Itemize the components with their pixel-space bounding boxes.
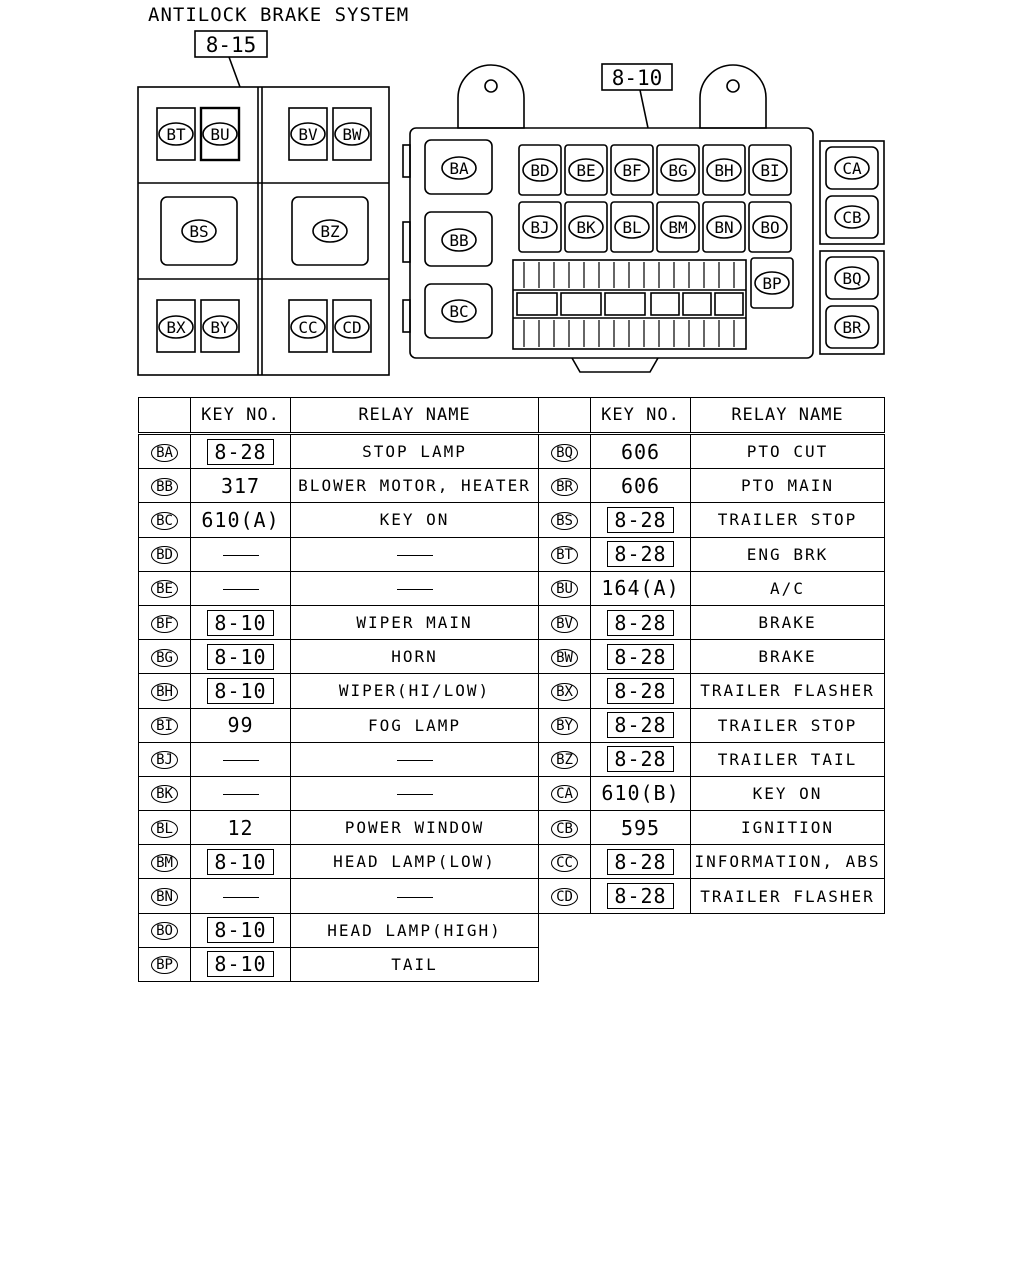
connector-id-badge: BE bbox=[151, 580, 178, 598]
table-row bbox=[139, 674, 885, 708]
empty-dash bbox=[223, 760, 259, 761]
connector-id-badge: BV bbox=[551, 615, 578, 633]
empty-dash bbox=[397, 760, 433, 761]
empty-dash bbox=[397, 555, 433, 556]
connector-id-badge: BL bbox=[151, 820, 178, 838]
connector-label: BY bbox=[210, 318, 230, 337]
connector-bd bbox=[523, 159, 557, 181]
key-number: 12 bbox=[227, 815, 254, 840]
connector-id-badge: BH bbox=[151, 683, 178, 701]
right-relay-name-cell bbox=[691, 434, 885, 469]
connector-id-badge: CA bbox=[551, 785, 578, 803]
connector-bl bbox=[615, 216, 649, 238]
connector-ca bbox=[835, 157, 869, 179]
left-key-cell bbox=[191, 913, 291, 947]
main-leader-line bbox=[640, 90, 648, 128]
left-relay-name-cell bbox=[291, 640, 539, 674]
relay-name: STOP LAMP bbox=[362, 442, 467, 462]
relay-name: TRAILER FLASHER bbox=[700, 886, 875, 906]
key-number: 8-28 bbox=[607, 541, 673, 567]
right-empty-cell bbox=[591, 947, 691, 981]
table-row bbox=[139, 913, 885, 947]
left-name-header: RELAY NAME bbox=[291, 398, 539, 434]
connector-id-badge: BM bbox=[151, 854, 178, 872]
relay-name: HORN bbox=[391, 647, 438, 667]
table-row bbox=[139, 469, 885, 503]
key-number: 99 bbox=[227, 713, 254, 738]
table-row bbox=[139, 434, 885, 469]
connector-label: BF bbox=[622, 161, 642, 180]
key-number: 8-28 bbox=[607, 644, 673, 670]
right-connector-cell bbox=[539, 503, 591, 537]
connector-label: BA bbox=[449, 159, 469, 178]
left-key-cell bbox=[191, 845, 291, 879]
left-connector-cell bbox=[139, 776, 191, 810]
left-relay-name-cell bbox=[291, 434, 539, 469]
connector-bb bbox=[442, 229, 476, 251]
relay-name: TRAILER STOP bbox=[717, 510, 858, 530]
connector-bw bbox=[335, 123, 369, 145]
connector-label: BI bbox=[760, 161, 780, 180]
right-key-header: KEY NO. bbox=[591, 398, 691, 434]
connector-label: BE bbox=[576, 161, 596, 180]
key-number: 164(A) bbox=[601, 576, 680, 601]
relay-name: TRAILER TAIL bbox=[717, 749, 858, 769]
left-connector-cell bbox=[139, 811, 191, 845]
key-number: 610(B) bbox=[601, 781, 680, 806]
left-connector-cell bbox=[139, 434, 191, 469]
left-connector-cell bbox=[139, 537, 191, 571]
key-number: 317 bbox=[220, 473, 261, 498]
connector-cc bbox=[291, 316, 325, 338]
right-empty-cell bbox=[539, 947, 591, 981]
left-connector-cell bbox=[139, 913, 191, 947]
connector-id-badge: BG bbox=[151, 649, 178, 667]
right-connector-cell bbox=[539, 571, 591, 605]
left-connector-cell bbox=[139, 845, 191, 879]
connector-id-badge: BQ bbox=[551, 444, 578, 462]
left-id-header bbox=[139, 398, 191, 434]
connector-id-badge: BR bbox=[551, 478, 578, 496]
table-row bbox=[139, 776, 885, 810]
connector-bn bbox=[707, 216, 741, 238]
connector-bx bbox=[159, 316, 193, 338]
right-connector-cell bbox=[539, 537, 591, 571]
connector-id-badge: BK bbox=[151, 785, 178, 803]
connector-bj bbox=[523, 216, 557, 238]
left-relay-name-cell bbox=[291, 947, 539, 981]
left-key-cell bbox=[191, 811, 291, 845]
left-relay-name-cell bbox=[291, 811, 539, 845]
right-connector-cell bbox=[539, 605, 591, 639]
left-connector-cell bbox=[139, 947, 191, 981]
abs-leader-line bbox=[229, 57, 240, 87]
connector-id-badge: BT bbox=[551, 546, 578, 564]
key-number: 8-28 bbox=[607, 507, 673, 533]
empty-dash bbox=[223, 794, 259, 795]
empty-dash bbox=[397, 589, 433, 590]
right-connector-cell bbox=[539, 742, 591, 776]
left-key-cell bbox=[191, 640, 291, 674]
connector-bh bbox=[707, 159, 741, 181]
right-empty-cell bbox=[591, 913, 691, 947]
empty-dash bbox=[223, 897, 259, 898]
left-relay-name-cell bbox=[291, 776, 539, 810]
connector-label: BU bbox=[210, 125, 230, 144]
relay-name: TRAILER STOP bbox=[717, 715, 858, 735]
connector-id-badge: BJ bbox=[151, 751, 178, 769]
key-number: 610(A) bbox=[201, 507, 280, 532]
empty-dash bbox=[397, 794, 433, 795]
connector-id-badge: BX bbox=[551, 683, 578, 701]
left-key-cell bbox=[191, 503, 291, 537]
relay-name: KEY ON bbox=[379, 510, 450, 530]
connector-label: BJ bbox=[530, 218, 550, 237]
connector-id-badge: BO bbox=[151, 922, 178, 940]
relay-name: TAIL bbox=[391, 954, 438, 974]
key-number: 8-10 bbox=[207, 610, 273, 636]
connector-label: BX bbox=[166, 318, 186, 337]
connector-label: BS bbox=[189, 222, 209, 241]
right-key-cell bbox=[591, 605, 691, 639]
left-key-cell bbox=[191, 469, 291, 503]
connector-id-badge: CB bbox=[551, 820, 578, 838]
right-key-cell bbox=[591, 879, 691, 913]
connector-id-badge: BP bbox=[151, 956, 178, 974]
key-number: 8-28 bbox=[607, 746, 673, 772]
empty-dash bbox=[223, 555, 259, 556]
right-relay-name-cell bbox=[691, 537, 885, 571]
right-empty-cell bbox=[691, 913, 885, 947]
right-name-header: RELAY NAME bbox=[691, 398, 885, 434]
connector-bz bbox=[313, 220, 347, 242]
left-key-cell bbox=[191, 434, 291, 469]
connector-label: BZ bbox=[320, 222, 340, 241]
connector-label: BW bbox=[342, 125, 362, 144]
right-connector-cell bbox=[539, 708, 591, 742]
connector-label: BK bbox=[576, 218, 596, 237]
right-key-cell bbox=[591, 674, 691, 708]
connector-label: BN bbox=[714, 218, 734, 237]
relay-name: PTO MAIN bbox=[740, 476, 835, 496]
relay-name: IGNITION bbox=[740, 818, 835, 838]
connector-bg bbox=[661, 159, 695, 181]
connector-id-badge: BN bbox=[151, 888, 178, 906]
key-number: 606 bbox=[620, 439, 661, 464]
right-key-cell bbox=[591, 776, 691, 810]
left-connector-cell bbox=[139, 469, 191, 503]
connector-bf bbox=[615, 159, 649, 181]
table-row bbox=[139, 879, 885, 913]
right-empty-cell bbox=[691, 947, 885, 981]
right-key-cell bbox=[591, 434, 691, 469]
connector-ba bbox=[442, 157, 476, 179]
left-relay-name-cell bbox=[291, 913, 539, 947]
connector-label: BM bbox=[668, 218, 688, 237]
left-connector-cell bbox=[139, 605, 191, 639]
connector-id-badge: BB bbox=[151, 478, 178, 496]
abs-title: ANTILOCK BRAKE SYSTEM bbox=[148, 4, 410, 26]
connector-label: BD bbox=[530, 161, 550, 180]
table-row bbox=[139, 571, 885, 605]
connector-bq bbox=[835, 267, 869, 289]
connector-labels bbox=[159, 123, 869, 338]
right-connector-cell bbox=[539, 879, 591, 913]
connector-id-badge: BU bbox=[551, 580, 578, 598]
empty-dash bbox=[223, 589, 259, 590]
connector-id-badge: BZ bbox=[551, 751, 578, 769]
connector-bc bbox=[442, 300, 476, 322]
connector-label: BC bbox=[449, 302, 469, 321]
relay-name: BLOWER MOTOR, HEATER bbox=[298, 476, 531, 496]
right-key-cell bbox=[591, 571, 691, 605]
relay-name: BRAKE bbox=[758, 647, 817, 667]
left-key-cell bbox=[191, 674, 291, 708]
right-connector-cell bbox=[539, 434, 591, 469]
relay-name: HEAD LAMP(LOW) bbox=[333, 852, 496, 872]
left-relay-name-cell bbox=[291, 503, 539, 537]
key-number: 8-10 bbox=[207, 849, 273, 875]
right-relay-name-cell bbox=[691, 742, 885, 776]
fuse-slots bbox=[524, 262, 734, 347]
left-relay-name-cell bbox=[291, 742, 539, 776]
relay-name: PTO CUT bbox=[746, 442, 829, 462]
left-connector-cell bbox=[139, 640, 191, 674]
left-key-cell bbox=[191, 537, 291, 571]
right-key-cell bbox=[591, 640, 691, 674]
key-number: 8-28 bbox=[607, 610, 673, 636]
connector-br bbox=[835, 316, 869, 338]
key-number: 8-10 bbox=[207, 951, 273, 977]
table-row bbox=[139, 537, 885, 571]
relay-name: A/C bbox=[770, 578, 805, 598]
key-number: 8-10 bbox=[207, 917, 273, 943]
right-empty-cell bbox=[539, 913, 591, 947]
right-relay-name-cell bbox=[691, 811, 885, 845]
right-relay-name-cell bbox=[691, 503, 885, 537]
table-row bbox=[139, 640, 885, 674]
connector-id-badge: BC bbox=[151, 512, 178, 530]
connector-label: BH bbox=[714, 161, 734, 180]
table-row bbox=[139, 947, 885, 981]
connector-label: BT bbox=[166, 125, 186, 144]
left-key-cell bbox=[191, 742, 291, 776]
relay-name: BRAKE bbox=[758, 613, 817, 633]
relay-name: HEAD LAMP(HIGH) bbox=[327, 920, 502, 940]
key-number: 595 bbox=[620, 815, 661, 840]
right-relay-name-cell bbox=[691, 605, 885, 639]
right-relay-name-cell bbox=[691, 469, 885, 503]
key-number: 8-10 bbox=[207, 644, 273, 670]
left-connector-cell bbox=[139, 708, 191, 742]
relay-name: WIPER MAIN bbox=[356, 613, 473, 633]
left-relay-name-cell bbox=[291, 605, 539, 639]
right-key-cell bbox=[591, 469, 691, 503]
right-connector-cell bbox=[539, 811, 591, 845]
table-row bbox=[139, 708, 885, 742]
table-body bbox=[139, 434, 885, 982]
right-key-cell bbox=[591, 708, 691, 742]
connector-bi bbox=[753, 159, 787, 181]
relay-name: POWER WINDOW bbox=[344, 818, 485, 838]
left-key-cell bbox=[191, 776, 291, 810]
table-header-row bbox=[139, 398, 885, 434]
right-relay-name-cell bbox=[691, 708, 885, 742]
connector-id-badge: BS bbox=[551, 512, 578, 530]
connector-label: CC bbox=[298, 318, 318, 337]
relay-name: KEY ON bbox=[752, 783, 823, 803]
left-connector-cell bbox=[139, 742, 191, 776]
connector-label: CA bbox=[842, 159, 862, 178]
left-relay-name-cell bbox=[291, 879, 539, 913]
connector-id-badge: BD bbox=[151, 546, 178, 564]
left-key-cell bbox=[191, 605, 291, 639]
connector-bv bbox=[291, 123, 325, 145]
right-connector-cell bbox=[539, 469, 591, 503]
connector-be bbox=[569, 159, 603, 181]
connector-bp bbox=[755, 272, 789, 294]
left-connector-cell bbox=[139, 879, 191, 913]
left-relay-name-cell bbox=[291, 537, 539, 571]
relay-name: FOG LAMP bbox=[367, 715, 462, 735]
right-connector-cell bbox=[539, 674, 591, 708]
main-relay-box bbox=[403, 65, 813, 372]
connector-bu bbox=[203, 123, 237, 145]
left-key-cell bbox=[191, 879, 291, 913]
left-relay-name-cell bbox=[291, 708, 539, 742]
right-connector-cell bbox=[539, 776, 591, 810]
key-number: 8-10 bbox=[207, 678, 273, 704]
connector-by bbox=[203, 316, 237, 338]
connector-id-badge: CC bbox=[551, 854, 578, 872]
relay-name: WIPER(HI/LOW) bbox=[338, 681, 491, 701]
connector-label: BO bbox=[760, 218, 780, 237]
left-relay-name-cell bbox=[291, 674, 539, 708]
connector-id-badge: BA bbox=[151, 444, 178, 462]
left-connector-cell bbox=[139, 503, 191, 537]
right-relay-name-cell bbox=[691, 776, 885, 810]
relay-table bbox=[138, 397, 885, 982]
right-connector-cell bbox=[539, 640, 591, 674]
main-ref-label: 8-10 bbox=[611, 66, 663, 90]
connector-bs bbox=[182, 220, 216, 242]
table-row bbox=[139, 811, 885, 845]
right-relay-name-cell bbox=[691, 845, 885, 879]
key-number: 8-28 bbox=[607, 883, 673, 909]
left-relay-name-cell bbox=[291, 571, 539, 605]
relay-box-diagram bbox=[0, 0, 1024, 400]
connector-cb bbox=[835, 206, 869, 228]
left-key-cell bbox=[191, 947, 291, 981]
right-relay-name-cell bbox=[691, 674, 885, 708]
empty-dash bbox=[397, 897, 433, 898]
right-relay-name-cell bbox=[691, 571, 885, 605]
right-key-cell bbox=[591, 845, 691, 879]
connector-id-badge: BF bbox=[151, 615, 178, 633]
right-id-header bbox=[539, 398, 591, 434]
table-row bbox=[139, 605, 885, 639]
left-connector-cell bbox=[139, 571, 191, 605]
table-row bbox=[139, 742, 885, 776]
key-number: 8-28 bbox=[607, 678, 673, 704]
connector-id-badge: BY bbox=[551, 717, 578, 735]
connector-label: BG bbox=[668, 161, 688, 180]
connector-id-badge: BW bbox=[551, 649, 578, 667]
key-number: 8-28 bbox=[607, 712, 673, 738]
key-number: 8-28 bbox=[607, 849, 673, 875]
connector-cd bbox=[335, 316, 369, 338]
connector-label: BV bbox=[298, 125, 318, 144]
right-relay-name-cell bbox=[691, 640, 885, 674]
connector-label: BQ bbox=[842, 269, 862, 288]
table-row bbox=[139, 503, 885, 537]
connector-label: BB bbox=[449, 231, 469, 250]
connector-bo bbox=[753, 216, 787, 238]
right-connector-cell bbox=[539, 845, 591, 879]
connector-label: BP bbox=[762, 274, 782, 293]
connector-id-badge: BI bbox=[151, 717, 178, 735]
left-key-cell bbox=[191, 571, 291, 605]
left-relay-name-cell bbox=[291, 845, 539, 879]
right-key-cell bbox=[591, 742, 691, 776]
left-relay-name-cell bbox=[291, 469, 539, 503]
left-key-cell bbox=[191, 708, 291, 742]
right-key-cell bbox=[591, 811, 691, 845]
connector-label: BL bbox=[622, 218, 642, 237]
key-number: 8-28 bbox=[207, 439, 273, 465]
connector-label: CB bbox=[842, 208, 862, 227]
connector-id-badge: CD bbox=[551, 888, 578, 906]
relay-name: INFORMATION, ABS bbox=[694, 852, 881, 872]
right-relay-name-cell bbox=[691, 879, 885, 913]
relay-name: TRAILER FLASHER bbox=[700, 681, 875, 701]
relay-name: ENG BRK bbox=[746, 544, 829, 564]
left-key-header: KEY NO. bbox=[191, 398, 291, 434]
connector-bm bbox=[661, 216, 695, 238]
connector-label: BR bbox=[842, 318, 862, 337]
right-key-cell bbox=[591, 503, 691, 537]
key-number: 606 bbox=[620, 473, 661, 498]
right-key-cell bbox=[591, 537, 691, 571]
connector-bt bbox=[159, 123, 193, 145]
left-connector-cell bbox=[139, 674, 191, 708]
abs-ref-label: 8-15 bbox=[205, 33, 257, 57]
table-row bbox=[139, 845, 885, 879]
connector-bk bbox=[569, 216, 603, 238]
connector-label: CD bbox=[342, 318, 362, 337]
